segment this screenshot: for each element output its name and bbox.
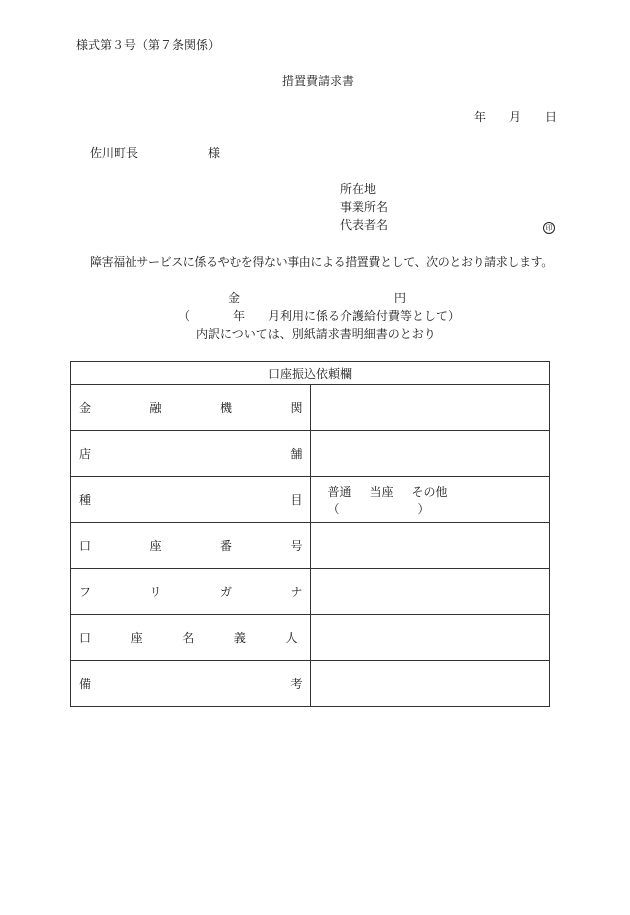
label-char: 関 [290,401,303,415]
label-char: 座 [130,631,143,645]
addressee-name: 佐川町長 [90,146,139,160]
field-account-number[interactable] [310,523,550,569]
option-ordinary[interactable]: 普通 [327,484,352,499]
field-account-type[interactable] [310,477,550,523]
bank-table-header: 口座振込依頼欄 [71,362,550,385]
field-furigana[interactable] [310,569,550,615]
date-month: 月 [509,110,522,124]
breakdown-note: 内訳については、別紙請求書明細書のとおり [196,327,436,341]
field-account-holder[interactable] [310,615,550,661]
label-account-holder [71,615,311,661]
label-char: 人 [285,631,298,645]
seal-mark: 印 [543,219,555,234]
sender-office-label: 事業所名 [340,200,389,214]
label-char: ナ [290,585,303,599]
amount-kin: 金 [228,291,241,305]
label-financial-institution [71,385,311,431]
field-branch[interactable] [310,431,550,477]
request-body-text: 障害福祉サービスに係るやむを得ない事由による措置費として、次のとおり請求します。 [90,255,553,269]
document-title: 措置費請求書 [282,74,355,88]
label-char: 舗 [290,447,303,461]
row-remarks [71,661,550,707]
addressee-honorific: 様 [208,146,221,160]
label-char: 目 [290,493,303,507]
label-char: 名 [182,631,195,645]
amount-yen: 円 [394,291,407,305]
date-year: 年 [474,110,487,124]
label-char: 義 [233,631,246,645]
label-char: 機 [219,401,232,415]
label-char: フ [79,585,92,599]
label-char: 考 [290,677,303,691]
option-current[interactable]: 当座 [369,484,394,499]
label-branch [71,431,311,477]
row-furigana [71,569,550,615]
label-remarks [71,661,311,707]
label-char: 備 [79,677,92,691]
label-char: リ [149,585,162,599]
period-open-paren: （ [178,309,191,323]
form-number: 様式第３号（第７条関係） [76,38,221,52]
option-other[interactable]: その他（ [327,484,448,516]
row-account-number [71,523,550,569]
label-char: 口 [79,539,92,553]
field-remarks[interactable] [310,661,550,707]
row-account-holder [71,615,550,661]
label-text [71,537,310,554]
label-char: 種 [79,493,92,507]
label-char: 融 [149,401,162,415]
label-char: 番 [219,539,232,553]
label-char: ガ [219,585,232,599]
label-text [71,445,310,462]
field-financial-institution[interactable] [310,385,550,431]
label-text [71,399,310,416]
bank-transfer-table [70,361,550,707]
row-account-type [71,477,550,523]
label-account-number [71,523,311,569]
option-other-close: ） [417,501,430,516]
label-char: 号 [290,539,303,553]
row-branch [71,431,550,477]
label-text [71,583,310,600]
label-text [71,675,310,692]
label-text [71,491,310,508]
sender-representative-label: 代表者名 [340,218,389,232]
label-char: 店 [79,447,92,461]
date-day: 日 [545,110,558,124]
period-text: 月利用に係る介護給付費等として） [268,309,461,323]
row-financial-institution [71,385,550,431]
period-year: 年 [233,309,246,323]
sender-address-label: 所在地 [340,182,377,196]
label-char: 金 [79,401,92,415]
label-char: 口 [79,631,92,645]
label-text [71,629,310,646]
label-furigana [71,569,311,615]
label-account-type [71,477,311,523]
label-char: 座 [149,539,162,553]
